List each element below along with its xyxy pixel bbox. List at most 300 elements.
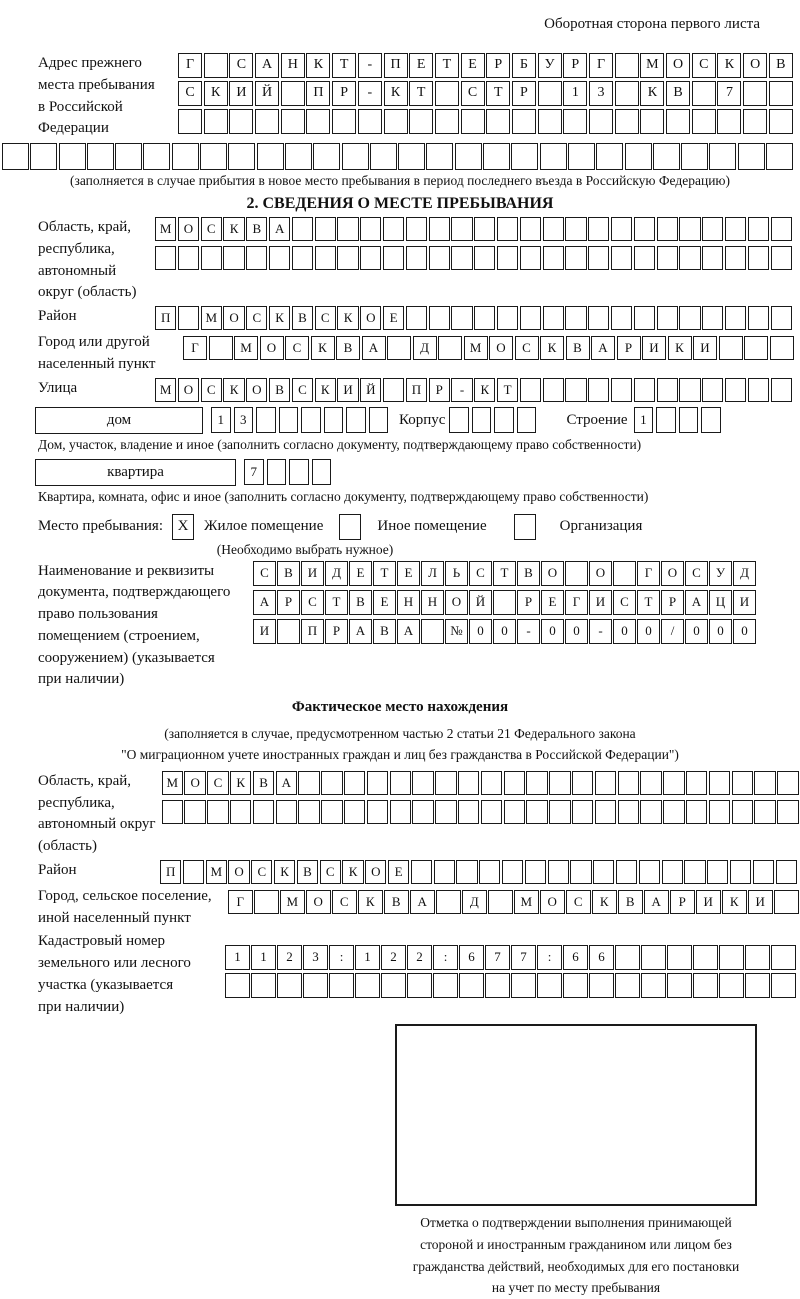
char-box: К xyxy=(230,771,251,795)
char-box xyxy=(367,771,388,795)
char-box: В xyxy=(297,860,318,884)
char-box: П xyxy=(160,860,181,884)
char-box xyxy=(679,378,700,402)
char-box xyxy=(406,217,427,241)
char-box: К xyxy=(337,306,358,330)
char-box xyxy=(769,109,793,134)
char-box xyxy=(526,800,547,824)
char-box xyxy=(184,800,205,824)
char-box: О xyxy=(589,561,612,586)
char-box: 1 xyxy=(251,945,276,970)
char-box: - xyxy=(358,53,382,78)
char-box xyxy=(315,246,336,270)
char-box xyxy=(342,143,369,170)
char-box: У xyxy=(538,53,562,78)
char-box xyxy=(514,514,536,540)
char-box xyxy=(743,81,767,106)
char-box xyxy=(745,973,770,998)
char-box xyxy=(702,217,723,241)
char-box: - xyxy=(517,619,540,644)
char-box: 6 xyxy=(589,945,614,970)
char-box: К xyxy=(717,53,741,78)
char-box: С xyxy=(201,378,222,402)
char-box xyxy=(565,217,586,241)
char-box xyxy=(693,945,718,970)
char-box xyxy=(344,771,365,795)
char-box: И xyxy=(301,561,324,586)
char-row xyxy=(155,378,793,402)
char-box xyxy=(667,973,692,998)
label-line: населенный пункт xyxy=(38,355,156,372)
char-box xyxy=(344,800,365,824)
char-box xyxy=(748,246,769,270)
stamp-box xyxy=(395,1024,757,1206)
char-box: В xyxy=(277,561,300,586)
char-box xyxy=(725,378,746,402)
char-box xyxy=(488,890,513,914)
char-box xyxy=(223,246,244,270)
char-box xyxy=(520,306,541,330)
label-line: республика, xyxy=(38,240,115,257)
char-box xyxy=(572,800,593,824)
char-box: / xyxy=(661,619,684,644)
char-box: К xyxy=(269,306,290,330)
char-box xyxy=(565,561,588,586)
label-line: Город или другой xyxy=(38,334,150,350)
char-box xyxy=(429,306,450,330)
char-box: И xyxy=(253,619,276,644)
char-box xyxy=(543,246,564,270)
char-box: К xyxy=(274,860,295,884)
char-box xyxy=(774,890,799,914)
char-row xyxy=(225,973,797,998)
char-box: В xyxy=(666,81,690,106)
char-box: 1 xyxy=(211,407,231,433)
char-box xyxy=(229,109,253,134)
char-box xyxy=(653,143,680,170)
char-box: 2 xyxy=(407,945,432,970)
char-box xyxy=(360,217,381,241)
char-box xyxy=(306,109,330,134)
char-box xyxy=(269,246,290,270)
label-line: в Российской xyxy=(38,98,123,115)
char-box: М xyxy=(234,336,258,360)
char-box: И xyxy=(589,590,612,615)
char-box xyxy=(483,143,510,170)
char-box xyxy=(588,306,609,330)
char-box: 3 xyxy=(589,81,613,106)
char-box: Е xyxy=(409,53,433,78)
char-box: С xyxy=(253,561,276,586)
char-box: М xyxy=(640,53,664,78)
char-box: О xyxy=(178,217,199,241)
char-box: С xyxy=(285,336,309,360)
char-box xyxy=(204,109,228,134)
char-box: С xyxy=(229,53,253,78)
char-box: Р xyxy=(277,590,300,615)
label-line: (заполняется в случае, предусмотренном частью 2 статьи 21 Федерального закона xyxy=(164,726,636,741)
char-row xyxy=(162,800,800,824)
char-box: : xyxy=(537,945,562,970)
char-box xyxy=(494,407,514,433)
char-box xyxy=(540,143,567,170)
apartment-row xyxy=(35,459,800,486)
document-rows xyxy=(253,561,757,644)
char-box xyxy=(312,459,332,485)
char-box xyxy=(771,973,796,998)
char-box: И xyxy=(733,590,756,615)
char-box xyxy=(640,771,661,795)
char-box xyxy=(292,217,313,241)
char-box: Р xyxy=(486,53,510,78)
char-box xyxy=(407,973,432,998)
char-box xyxy=(589,973,614,998)
char-box xyxy=(744,336,768,360)
char-box xyxy=(301,407,321,433)
label-line: иной населенный пункт xyxy=(38,909,191,926)
stroenie-row xyxy=(634,407,724,433)
char-box xyxy=(267,459,287,485)
char-box xyxy=(634,306,655,330)
char-box: М xyxy=(280,890,305,914)
char-box: Т xyxy=(409,81,433,106)
char-box: С xyxy=(469,561,492,586)
cadastral-label xyxy=(0,931,225,1018)
char-box: Ь xyxy=(445,561,468,586)
char-box xyxy=(421,619,444,644)
char-box xyxy=(595,771,616,795)
char-box xyxy=(693,973,718,998)
char-row xyxy=(160,860,798,884)
char-box xyxy=(613,561,636,586)
char-box xyxy=(681,143,708,170)
char-box: К xyxy=(640,81,664,106)
char-box: С xyxy=(315,306,336,330)
char-box: 1 xyxy=(225,945,250,970)
label-line: при наличии) xyxy=(38,671,125,688)
prev-address-label xyxy=(0,53,178,140)
char-box: 1 xyxy=(355,945,380,970)
char-box xyxy=(251,973,276,998)
char-box xyxy=(172,143,199,170)
char-box: П xyxy=(406,378,427,402)
street-row xyxy=(0,378,800,402)
char-box xyxy=(337,246,358,270)
char-box: А xyxy=(644,890,669,914)
char-box: С xyxy=(613,590,636,615)
char-box xyxy=(616,860,637,884)
char-box xyxy=(412,800,433,824)
char-box: Т xyxy=(493,561,516,586)
char-box: К xyxy=(384,81,408,106)
label-line: Адрес прежнего xyxy=(38,55,142,71)
char-box xyxy=(771,945,796,970)
region-row xyxy=(0,217,800,304)
char-box: О xyxy=(223,306,244,330)
label-line: земельного или лесного xyxy=(38,955,191,972)
char-box xyxy=(429,246,450,270)
char-box: К xyxy=(342,860,363,884)
char-box: Н xyxy=(421,590,444,615)
cadastral-rows xyxy=(225,945,797,998)
char-box xyxy=(657,246,678,270)
char-box xyxy=(406,306,427,330)
char-box xyxy=(504,800,525,824)
char-box xyxy=(502,860,523,884)
apartment-type-box: квартира xyxy=(35,459,236,486)
back-side-note: Оборотная сторона первого листа xyxy=(544,16,760,32)
char-box: Г xyxy=(178,53,202,78)
house-number-row xyxy=(211,407,391,433)
char-box: С xyxy=(246,306,267,330)
fact-region-rows xyxy=(162,771,800,824)
char-row xyxy=(162,771,800,795)
char-box: О xyxy=(365,860,386,884)
char-box xyxy=(777,800,798,824)
char-box xyxy=(543,217,564,241)
char-box xyxy=(565,246,586,270)
char-box: О xyxy=(743,53,767,78)
char-box xyxy=(59,143,86,170)
char-box xyxy=(679,246,700,270)
char-box: С xyxy=(320,860,341,884)
char-box xyxy=(640,800,661,824)
label-line: Наименование и реквизиты xyxy=(38,562,215,579)
char-box: Ц xyxy=(709,590,732,615)
stroenie-label: Строение xyxy=(566,411,628,428)
label-line: (область) xyxy=(38,838,97,855)
char-box: № xyxy=(445,619,468,644)
char-box xyxy=(615,81,639,106)
char-box xyxy=(200,143,227,170)
char-box xyxy=(595,800,616,824)
char-box: Т xyxy=(637,590,660,615)
option-label-other-premises: Иное помещение xyxy=(377,518,487,534)
char-box: О xyxy=(178,378,199,402)
char-box: А xyxy=(685,590,708,615)
district-label: Район xyxy=(38,308,77,324)
char-box xyxy=(409,109,433,134)
char-box xyxy=(406,246,427,270)
char-box xyxy=(656,407,676,433)
char-box xyxy=(692,109,716,134)
char-box xyxy=(178,306,199,330)
char-box xyxy=(346,407,366,433)
char-box xyxy=(383,217,404,241)
char-box: С xyxy=(461,81,485,106)
char-box xyxy=(474,246,495,270)
char-row xyxy=(253,561,757,586)
char-box: Р xyxy=(517,590,540,615)
label-line: Федерации xyxy=(38,120,109,137)
city-label xyxy=(0,332,183,376)
char-box xyxy=(303,973,328,998)
label-line: право пользования xyxy=(38,606,158,622)
char-box xyxy=(429,217,450,241)
char-box xyxy=(611,246,632,270)
char-box xyxy=(709,143,736,170)
char-box: И xyxy=(693,336,717,360)
char-box: Г xyxy=(565,590,588,615)
char-box: 0 xyxy=(733,619,756,644)
char-box: 2 xyxy=(381,945,406,970)
char-box: С xyxy=(201,217,222,241)
char-box: С xyxy=(178,81,202,106)
char-box: С xyxy=(207,771,228,795)
char-box xyxy=(520,378,541,402)
char-box xyxy=(549,771,570,795)
char-box: Т xyxy=(497,378,518,402)
char-box: М xyxy=(162,771,183,795)
char-box: У xyxy=(709,561,732,586)
prev-address-rows xyxy=(178,53,795,134)
region-rows xyxy=(155,217,793,270)
char-box: О xyxy=(260,336,284,360)
char-box xyxy=(748,306,769,330)
stay-place-label: Место пребывания: xyxy=(38,518,163,534)
label-line: Область, край, xyxy=(38,772,132,789)
char-box xyxy=(358,109,382,134)
fact-district-row xyxy=(0,860,800,884)
char-box: А xyxy=(362,336,386,360)
section2-title: 2. СВЕДЕНИЯ О МЕСТЕ ПРЕБЫВАНИЯ xyxy=(246,195,554,212)
char-box xyxy=(315,217,336,241)
char-box xyxy=(383,378,404,402)
fact-district-label: Район xyxy=(38,861,77,878)
char-box: Й xyxy=(360,378,381,402)
char-box xyxy=(625,143,652,170)
char-box xyxy=(707,860,728,884)
char-box xyxy=(292,246,313,270)
char-box xyxy=(667,945,692,970)
char-box: С xyxy=(292,378,313,402)
char-box xyxy=(451,246,472,270)
char-box: Р xyxy=(661,590,684,615)
char-box: В xyxy=(253,771,274,795)
char-box: 0 xyxy=(709,619,732,644)
char-box xyxy=(639,860,660,884)
char-box xyxy=(770,336,794,360)
char-box: 0 xyxy=(565,619,588,644)
char-box: К xyxy=(223,378,244,402)
char-box: А xyxy=(255,53,279,78)
char-box: 0 xyxy=(613,619,636,644)
char-row-full-width xyxy=(2,143,800,170)
char-box xyxy=(771,246,792,270)
char-box xyxy=(30,143,57,170)
char-box: 1 xyxy=(563,81,587,106)
char-box xyxy=(719,945,744,970)
char-box xyxy=(455,143,482,170)
char-box xyxy=(332,109,356,134)
char-box: О xyxy=(489,336,513,360)
label-line: Город, сельское поселение, xyxy=(38,887,212,904)
char-row xyxy=(155,306,793,330)
char-box: В xyxy=(769,53,793,78)
char-box xyxy=(753,860,774,884)
label-line: участка (указывается xyxy=(38,976,174,993)
char-box: Т xyxy=(435,53,459,78)
stay-place-row xyxy=(0,514,800,540)
char-box: Й xyxy=(469,590,492,615)
char-box xyxy=(615,53,639,78)
char-box xyxy=(771,217,792,241)
prev-address-row xyxy=(0,53,800,140)
fact-title: Фактическое место нахождения xyxy=(291,699,509,715)
char-row xyxy=(178,81,795,106)
char-box xyxy=(641,973,666,998)
char-box xyxy=(246,246,267,270)
char-row xyxy=(228,890,800,914)
char-box: П xyxy=(384,53,408,78)
char-box xyxy=(732,800,753,824)
region-label xyxy=(0,217,155,304)
char-row xyxy=(178,53,795,78)
char-box: В xyxy=(349,590,372,615)
char-box: О xyxy=(228,860,249,884)
char-box: - xyxy=(451,378,472,402)
label-line: при наличии) xyxy=(38,998,125,1015)
char-box: Н xyxy=(281,53,305,78)
char-box xyxy=(537,973,562,998)
korpus-label: Корпус xyxy=(399,411,446,428)
char-box xyxy=(662,860,683,884)
char-box: К xyxy=(223,217,244,241)
street-label: Улица xyxy=(38,379,78,396)
char-box xyxy=(563,109,587,134)
house-note: Дом, участок, владение и иное (заполнить согласно документу, подтверждающему право собственности) xyxy=(38,436,642,452)
char-box xyxy=(276,800,297,824)
char-box xyxy=(657,217,678,241)
char-box: 7 xyxy=(511,945,536,970)
char-box: О xyxy=(540,890,565,914)
char-box: К xyxy=(204,81,228,106)
label-line: автономный xyxy=(38,262,117,279)
char-box xyxy=(702,378,723,402)
char-row xyxy=(155,246,793,270)
document-row xyxy=(0,561,800,692)
char-box xyxy=(321,771,342,795)
char-box xyxy=(730,860,751,884)
char-box xyxy=(570,860,591,884)
char-box xyxy=(411,860,432,884)
char-box xyxy=(548,860,569,884)
char-box: К xyxy=(540,336,564,360)
char-box: В xyxy=(566,336,590,360)
char-box: 7 xyxy=(244,459,264,485)
char-box: Р xyxy=(429,378,450,402)
char-box: Т xyxy=(373,561,396,586)
char-box: Р xyxy=(617,336,641,360)
char-box xyxy=(162,800,183,824)
char-box xyxy=(449,407,469,433)
char-box xyxy=(324,407,344,433)
fact-city-label xyxy=(0,886,228,930)
char-box: К xyxy=(358,890,383,914)
char-box xyxy=(725,217,746,241)
char-box xyxy=(481,800,502,824)
char-box: И xyxy=(748,890,773,914)
char-box: В xyxy=(269,378,290,402)
char-box: Т xyxy=(325,590,348,615)
char-box: А xyxy=(397,619,420,644)
prev-address-note: (заполняется в случае прибытия в новое место пребывания в период последнего въезда в Российскую Федерацию) xyxy=(69,173,731,188)
char-box xyxy=(504,771,525,795)
char-box: Б xyxy=(512,53,536,78)
char-box xyxy=(719,336,743,360)
char-box xyxy=(472,407,492,433)
char-box xyxy=(390,771,411,795)
